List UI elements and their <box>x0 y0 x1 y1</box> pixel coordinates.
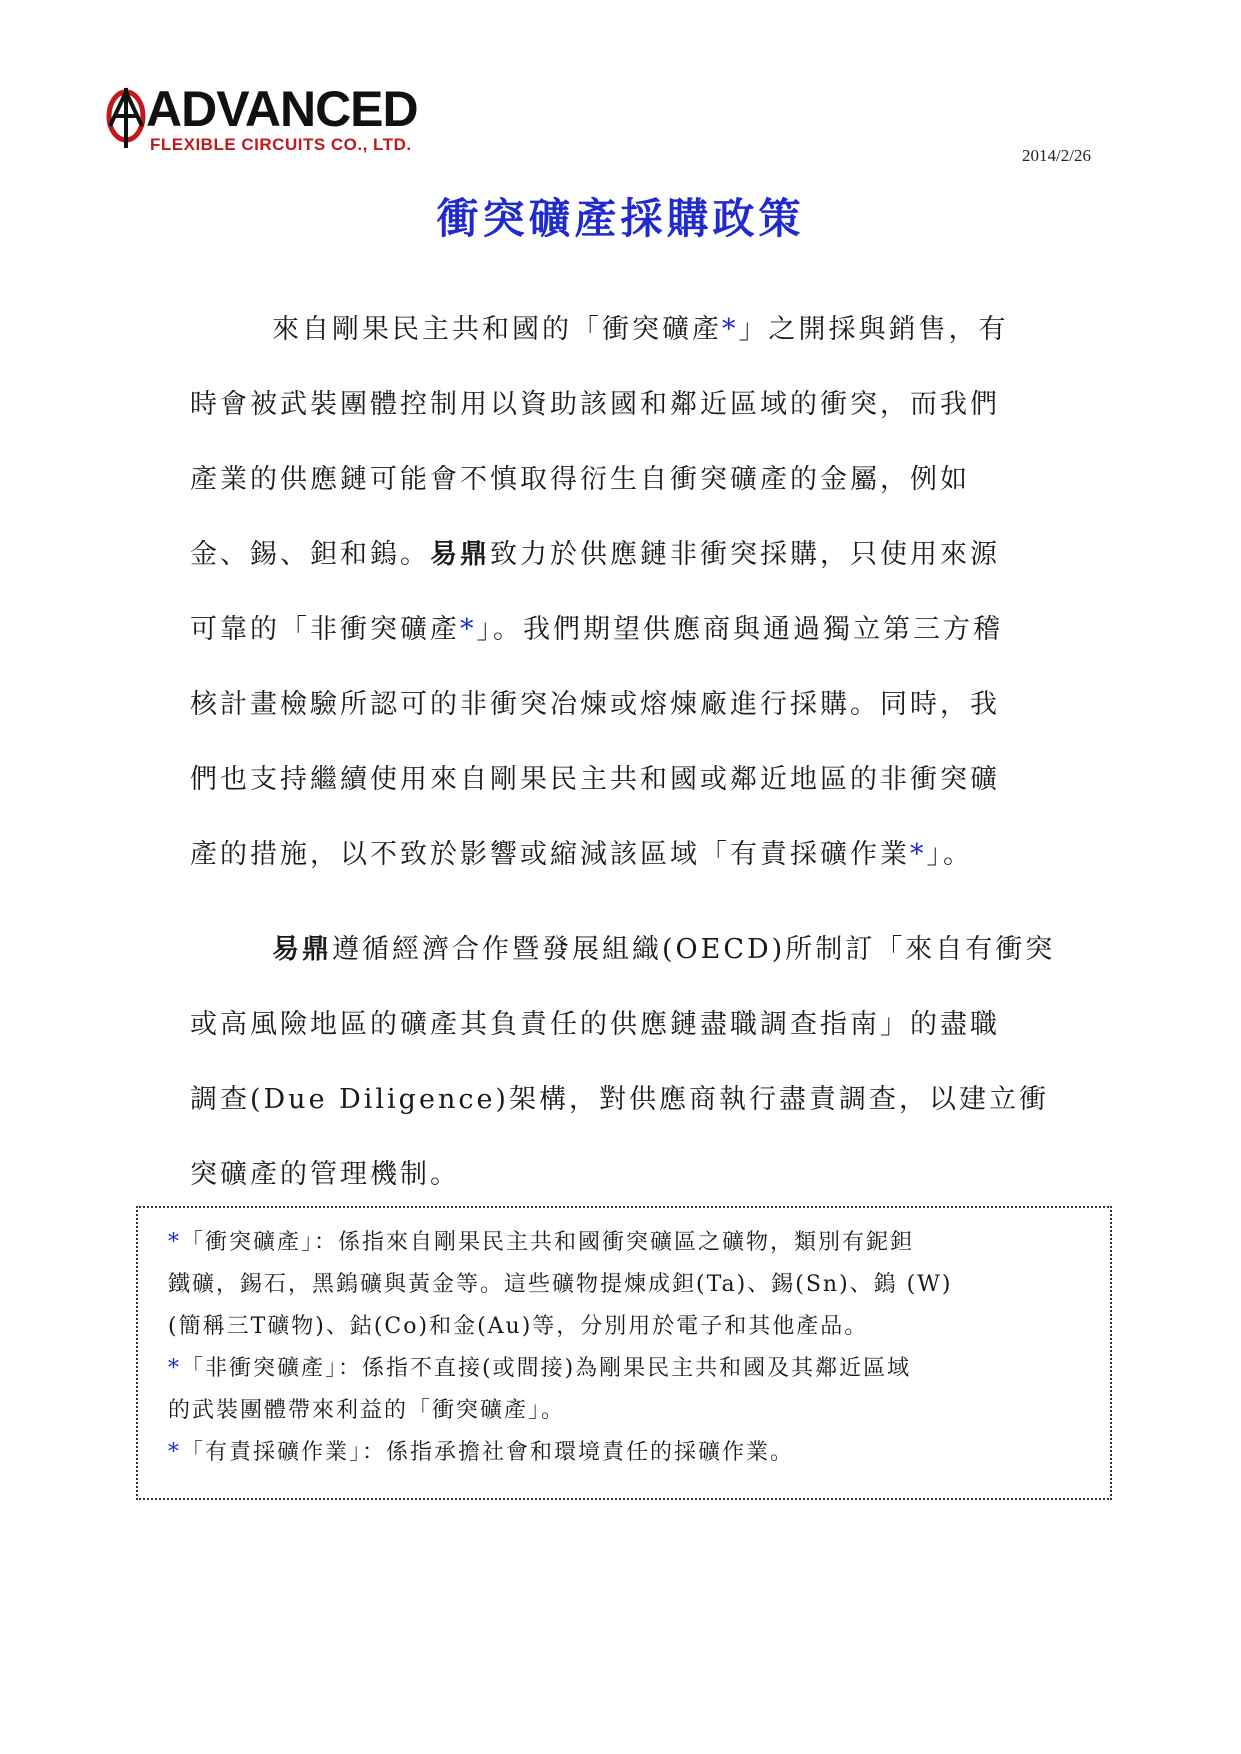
paragraph-line: 或高風險地區的礦產其負責任的供應鏈盡職調查指南」的盡職 <box>190 1009 1000 1040</box>
company-logo <box>106 81 446 162</box>
paragraph-line: 產的措施，以不致於影響或縮減該區域「有責採礦作業*」。 <box>190 839 973 870</box>
footnote-line: *「有責採礦作業」：係指承擔社會和環境責任的採礦作業。 <box>168 1440 795 1465</box>
footnote-marker: * <box>168 1230 181 1255</box>
company-name: 易鼎 <box>430 539 490 570</box>
company-name: 易鼎 <box>272 934 332 965</box>
logo-subtitle: FLEXIBLE CIRCUITS CO., LTD. <box>150 135 412 154</box>
footnotes-box <box>136 1206 1112 1500</box>
footnote-marker: * <box>460 614 477 645</box>
footnote-line: *「非衝突礦產」：係指不直接(或間接)為剛果民主共和國及其鄰近區域 <box>168 1356 912 1381</box>
page-title: 衝突礦產採購政策 <box>436 194 805 243</box>
footnote-line: (簡稱三T礦物)、鈷(Co)和金(Au)等，分別用於電子和其他產品。 <box>168 1314 869 1339</box>
footnote-marker: * <box>168 1440 181 1465</box>
paragraph-line: 突礦產的管理機制。 <box>190 1159 460 1190</box>
paragraph-line: 調查(Due Diligence)架構，對供應商執行盡責調查，以建立衝 <box>190 1084 1049 1115</box>
footnote-line: 的武裝團體帶來利益的「衝突礦產」。 <box>168 1398 566 1423</box>
paragraph-line: 產業的供應鏈可能會不慎取得衍生自衝突礦產的金屬，例如 <box>190 464 970 495</box>
paragraph-2 <box>190 912 1090 1212</box>
footnote-marker: * <box>910 839 927 870</box>
paragraph-line: 時會被武裝團體控制用以資助該國和鄰近區域的衝突，而我們 <box>190 389 1000 420</box>
paragraph-line: 金、錫、鉭和鎢。易鼎致力於供應鏈非衝突採購，只使用來源 <box>190 539 1000 570</box>
footnote-line: *「衝突礦產」：係指來自剛果民主共和國衝突礦區之礦物，類別有鈮鉭 <box>168 1230 915 1255</box>
logo-wordmark: ADVANCED <box>146 81 418 137</box>
footnote-marker: * <box>168 1356 181 1381</box>
paragraph-line: 可靠的「非衝突礦產*」。我們期望供應商與通過獨立第三方稽 <box>190 614 1003 645</box>
paragraph-line: 易鼎遵循經濟合作暨發展組織(OECD)所制訂「來自有衝突 <box>272 934 1056 965</box>
paragraph-1 <box>190 292 1090 892</box>
paragraph-line: 核計畫檢驗所認可的非衝突冶煉或熔煉廠進行採購。同時，我 <box>190 689 1000 720</box>
footnote-line: 鐵礦，錫石，黑鎢礦與黃金等。這些礦物提煉成鉭(Ta)、錫(Sn)、鎢 (W) <box>168 1272 953 1297</box>
paragraph-line: 們也支持繼續使用來自剛果民主共和國或鄰近地區的非衝突礦 <box>190 764 1000 795</box>
paragraph-line: 來自剛果民主共和國的「衝突礦產*」之開採與銷售，有 <box>272 314 1009 345</box>
document-date: 2014/2/26 <box>1022 146 1091 165</box>
footnote-marker: * <box>722 314 739 345</box>
